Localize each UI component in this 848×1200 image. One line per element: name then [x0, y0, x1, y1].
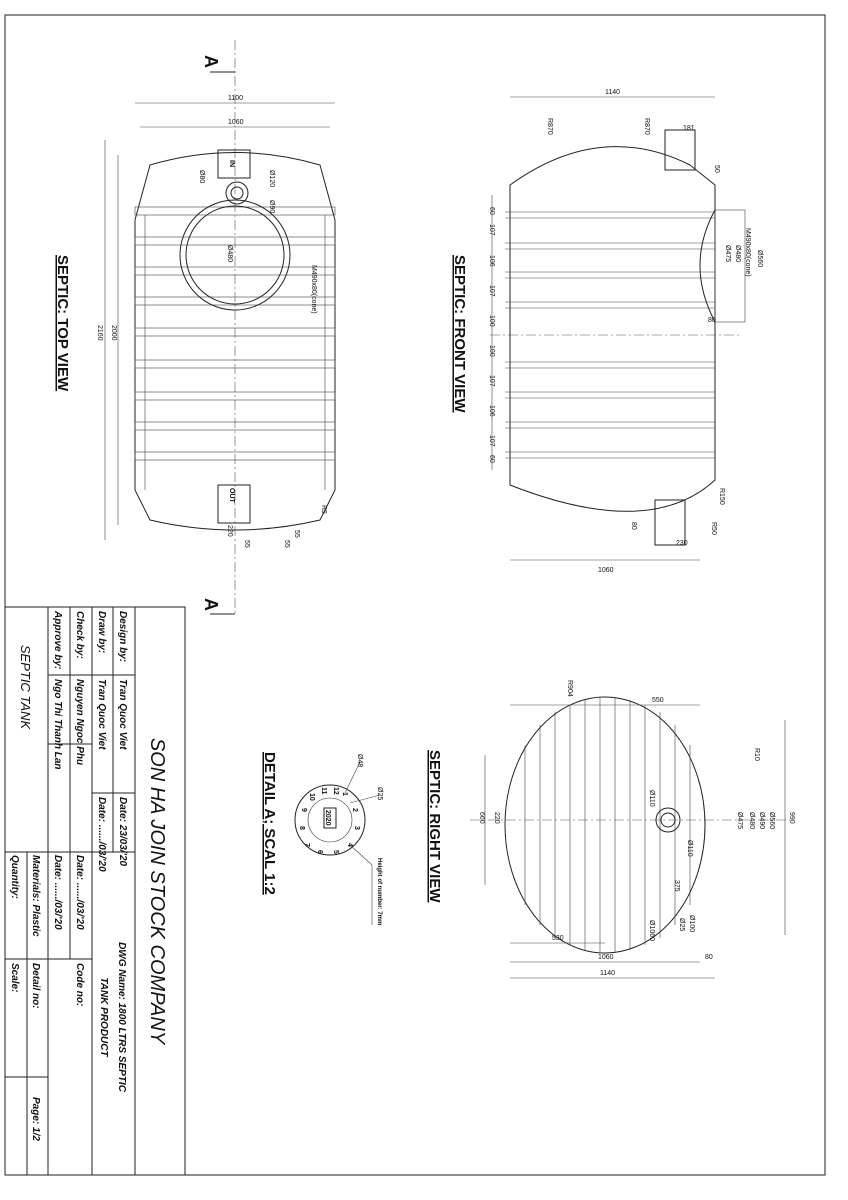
dimension-label: 11: [320, 787, 327, 795]
dimension-label: 80: [705, 954, 713, 961]
dimension-label: 55: [283, 540, 290, 548]
right-view: [426, 680, 795, 978]
dimension-label: 80: [708, 317, 716, 324]
dimension-label: R870: [643, 118, 650, 135]
dimension-label: Ø475: [736, 812, 743, 830]
dimension-label: 60: [488, 207, 495, 215]
dimension-label: Ø560: [756, 250, 763, 268]
approve-by: Ngo Thi Thanh Lan: [52, 679, 63, 770]
dimension-label: 990: [788, 812, 795, 824]
dimension-label: Ø100: [688, 915, 695, 933]
dimension-label: Ø110: [648, 790, 655, 807]
dimension-label: 50: [713, 165, 720, 173]
inlet-pipe-outer: [226, 182, 248, 204]
dimension-label: 106: [488, 255, 495, 267]
dimension-label: Ø490: [758, 812, 765, 830]
dimension-label: 1140: [605, 89, 621, 96]
design-by-label: Design by:: [117, 611, 128, 663]
dimension-label: 9: [300, 808, 307, 812]
company-name: SON HA JOIN STOCK COMPANY: [146, 737, 168, 1045]
dimension-label: 7: [303, 843, 310, 847]
dimension-label: R870: [546, 118, 553, 135]
dimension-label: 1140: [600, 970, 616, 977]
code-no: Code no:: [74, 963, 85, 1007]
dimension-label: 55: [293, 530, 300, 538]
quantity: Quantity:: [9, 855, 20, 899]
dimension-label: 55: [243, 540, 250, 548]
dimension-label: Ø480: [734, 245, 741, 263]
dimension-label: 230: [676, 540, 688, 547]
dimension-label: 530: [552, 935, 564, 942]
dimension-label: 1060: [598, 954, 614, 961]
inlet-pipe-inner: [231, 187, 243, 199]
dimension-label: 3: [353, 826, 360, 830]
dimension-label: R10: [753, 748, 760, 761]
right-view-title: SEPTIC: RIGHT VIEW: [426, 750, 443, 903]
dimension-label: 107: [488, 435, 495, 447]
front-view-title: SEPTIC: FRONT VIEW: [451, 255, 468, 413]
dimension-label: R904: [566, 680, 573, 697]
draw-by-label: Draw by:: [96, 611, 107, 654]
dimension-label: 6: [316, 850, 323, 854]
date-stamp-year: 2020: [324, 810, 331, 826]
dimension-label: 10: [308, 793, 315, 801]
dimension-label: 1060: [228, 119, 244, 126]
dimension-label: Ø480: [226, 245, 233, 263]
approve-by-label: Approve by:: [52, 611, 63, 670]
title-block: [5, 607, 185, 1175]
dimension-label: 8: [298, 826, 305, 830]
front-inlet: [665, 130, 695, 170]
out-label: OUT: [228, 488, 235, 503]
dimension-label: M490x80(cone): [744, 228, 751, 277]
dimension-label: Ø475: [724, 245, 731, 263]
dimension-label: 550: [652, 697, 664, 704]
in-label: IN: [228, 160, 235, 167]
detail-no: Detail no:: [30, 963, 41, 1009]
design-by: Tran Quoc Viet: [117, 679, 128, 750]
detail-d25: Ø25: [376, 787, 383, 801]
check-by-label: Check by:: [74, 611, 85, 659]
scale: Scale:: [9, 963, 20, 993]
dimension-label: 1060: [598, 567, 614, 574]
front-view: [451, 89, 763, 574]
product-name: SEPTIC TANK: [18, 644, 33, 730]
dimension-label: M490x80(cone): [310, 265, 317, 314]
dimension-label: 220: [493, 812, 500, 824]
front-outlet: [655, 500, 685, 545]
dimension-label: 660: [478, 812, 485, 824]
dimension-label: 1: [341, 792, 348, 796]
dimension-label: Ø1060: [648, 920, 655, 942]
date-check: Date: ....../03/'20: [74, 855, 85, 930]
right-ribs: [525, 698, 690, 952]
dimension-label: 220: [226, 525, 233, 537]
dimension-label: 107: [488, 375, 495, 387]
date-draw: Date: ....../03/'20: [96, 797, 107, 872]
dwg-name-line1: DWG Name: 1800 LTRS SEPTIC: [116, 942, 127, 1092]
dimension-label: 60: [488, 455, 495, 463]
date-approve: Date: ....../03/'20: [52, 855, 63, 930]
top-view-title: SEPTIC: TOP VIEW: [54, 255, 71, 392]
dimension-label: 106: [488, 405, 495, 417]
dimension-label: Ø80: [198, 170, 205, 184]
dimension-label: 2000: [110, 325, 117, 341]
dimension-label: R5: [320, 505, 327, 514]
dimension-label: 2: [351, 808, 358, 812]
page-number: Page: 1/2: [30, 1097, 41, 1141]
dimension-label: 12: [332, 787, 339, 795]
dimension-label: 1100: [228, 95, 244, 102]
draw-by: Tran Quoc Viet: [96, 679, 107, 750]
dimension-label: Ø480: [748, 812, 755, 830]
materials: Materials: Plastic: [30, 855, 41, 937]
check-by: Nguyen Ngoc Phu: [74, 679, 85, 766]
dimension-label: 80: [630, 522, 637, 530]
front-dimension-labels: [488, 89, 763, 574]
dimension-label: 107: [488, 285, 495, 297]
section-mark-bottom: A: [201, 598, 221, 611]
dwg-name-line2: TANK PRODUCT: [98, 977, 109, 1057]
dimension-label: 2160: [96, 325, 103, 341]
dimension-label: Ø560: [768, 812, 775, 830]
date-design: Date: 23/03/'20: [117, 797, 128, 867]
detail-d48: Ø48: [356, 754, 363, 768]
dimension-label: 107: [488, 224, 495, 236]
sheet-border: [5, 15, 825, 1175]
dimension-label: 100: [488, 315, 495, 327]
dimension-label: Ø120: [268, 170, 275, 188]
dimension-label: 100: [488, 345, 495, 357]
top-dimension-labels: [96, 95, 327, 548]
detail-note: Height of number: 7mm: [376, 858, 382, 926]
detail-a: [261, 752, 383, 925]
section-mark-top: A: [201, 55, 221, 68]
dimension-label: 5: [332, 850, 339, 854]
dimension-label: 181: [683, 125, 695, 132]
front-tank-outline: [510, 147, 715, 512]
front-manhole: [700, 210, 715, 322]
detail-title: DETAIL A; SCAL 1:2: [261, 752, 278, 895]
dimension-label: R50: [710, 522, 717, 535]
dimension-label: Ø90: [268, 200, 275, 214]
dimension-label: 4: [346, 843, 353, 847]
dimension-label: 375: [673, 880, 680, 892]
top-view: [54, 40, 335, 615]
dimension-label: Ø110: [686, 840, 693, 857]
dimension-label: R150: [718, 488, 725, 505]
right-dimension-labels: [478, 680, 795, 977]
dimension-label: Ø25: [678, 918, 685, 932]
